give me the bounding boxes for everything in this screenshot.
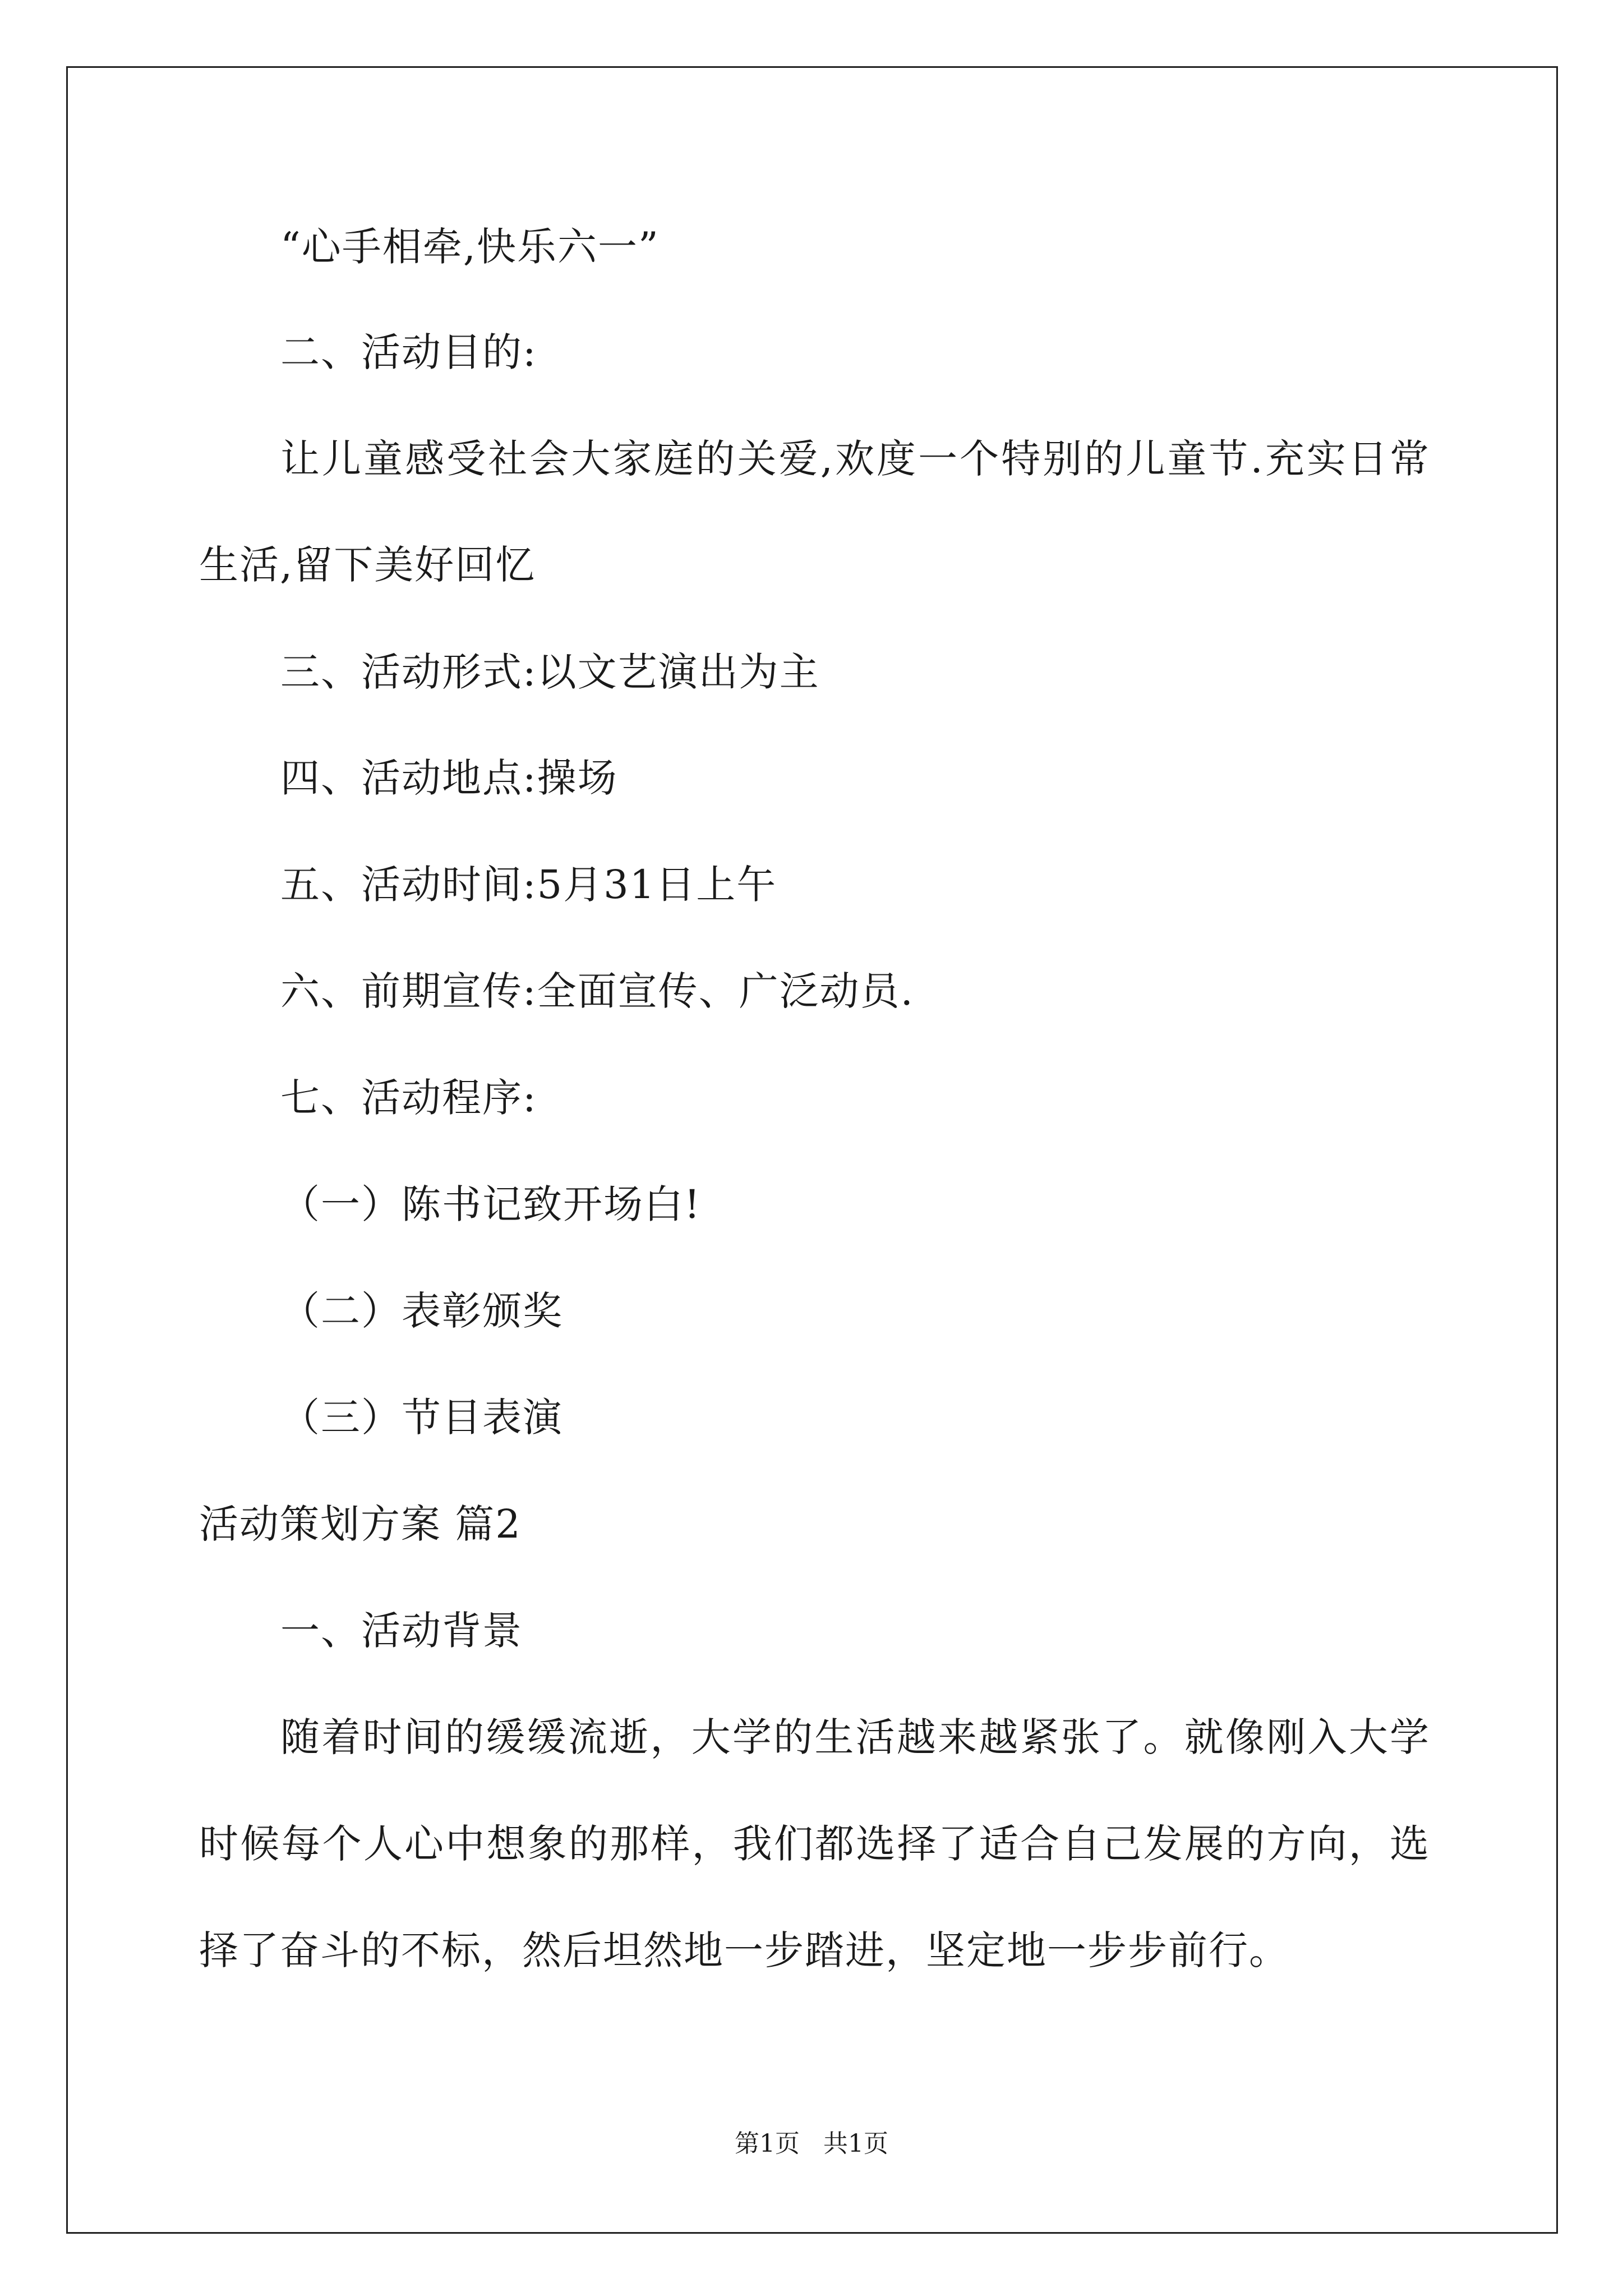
section-heading-promotion: 六、前期宣传:全面宣传、广泛动员. (280, 968, 914, 1014)
section-heading-purpose: 二、活动目的: (280, 329, 537, 375)
section-heading-procedure: 七、活动程序: (280, 1075, 537, 1121)
page-border (66, 66, 1558, 2234)
purpose-paragraph-line-2: 生活,留下美好回忆 (199, 542, 536, 588)
document-section-title: 活动策划方案 篇2 (199, 1501, 522, 1547)
page-footer: 第1页 共1页 (735, 2129, 888, 2158)
section-heading-form: 三、活动形式:以文艺演出为主 (280, 649, 820, 695)
background-paragraph-line-2: 时候每个人心中想象的那样，我们都选择了适合自己发展的方向，选 (199, 1821, 1430, 1867)
slogan-line: “心手相牵,快乐六一” (280, 224, 660, 270)
background-paragraph-line-3: 择了奋斗的不标，然后坦然地一步踏进，坚定地一步步前行。 (199, 1927, 1289, 1973)
procedure-item-1: （一）陈书记致开场白! (280, 1181, 702, 1227)
section-heading-time: 五、活动时间:5月31日上午 (280, 862, 777, 908)
section-heading-background: 一、活动背景 (280, 1608, 523, 1654)
background-paragraph-line-1: 随着时间的缓缓流逝，大学的生活越来越紧张了。就像刚入大学 (280, 1714, 1430, 1760)
procedure-item-2: （二）表彰颁奖 (280, 1288, 563, 1334)
purpose-paragraph-line-1: 让儿童感受社会大家庭的关爱,欢度一个特别的儿童节.充实日常 (280, 436, 1430, 482)
section-heading-location: 四、活动地点:操场 (280, 755, 618, 801)
procedure-item-3: （三）节目表演 (280, 1395, 563, 1441)
